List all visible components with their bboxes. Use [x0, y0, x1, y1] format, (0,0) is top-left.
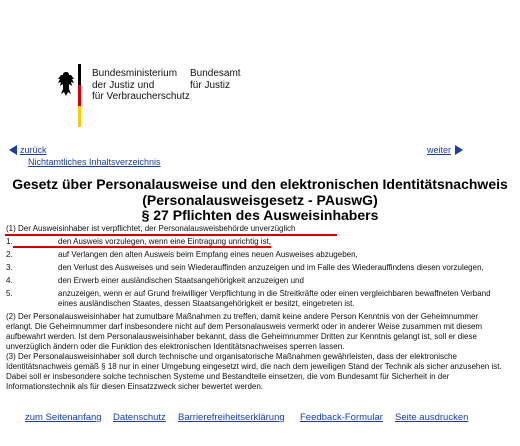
footer-link-print[interactable]: Seite ausdrucken [395, 412, 469, 423]
arrow-left-icon[interactable] [9, 145, 17, 155]
footer-link-privacy[interactable]: Datenschutz [113, 412, 166, 423]
office-name-line: Bundesamt [190, 68, 241, 79]
list-item [6, 250, 506, 260]
list-item-number: 3. [6, 263, 13, 272]
footer-link-top[interactable]: zum Seitenanfang [25, 412, 102, 423]
list-item-text: den Ausweis vorzulegen, wenn eine Eintragung unrichtig ist, [58, 237, 272, 246]
list-item-number: 4. [6, 276, 13, 285]
list-item-text: den Verlust des Ausweises und sein Wiederauffinden anzuzeigen und im Falle des Wiederauffindens diesen vorzulegen, [58, 263, 484, 272]
federal-eagle-icon [56, 70, 76, 98]
paragraph-2: (2) Der Personalausweisinhaber hat zumutbare Maßnahmen zu treffen, damit keine andere Person Kenntnis von der Geheimnummer erlangt. Die Geheimnummer darf insbesondere nicht auf dem Personalausweis vermerkt oder in anderer Weise zusammen mit diesem aufbewahrt werden. Ist dem Personalausweisinhaber bekannt, dass die Geheimnummer Dritten zur Kenntnis gelangt ist, soll er diese unverzüglich ändern oder die Funktion des elektronischen Identitätsnachweises sperren lassen. [6, 312, 483, 351]
ministry-name [92, 68, 190, 103]
list-item-number: 1. [6, 237, 13, 246]
german-flag-bar [78, 64, 81, 127]
office-name [190, 68, 241, 91]
flag-stripe-gold [78, 106, 81, 127]
red-underline-annotation [13, 246, 271, 248]
arrow-right-icon[interactable] [455, 145, 463, 155]
flag-stripe-black [78, 64, 81, 85]
law-title: Gesetz über Personalausweise und den elektronischen Identitätsnachweis [12, 176, 508, 192]
paragraph-1: (1) Der Ausweisinhaber ist verpflichtet, der Personalausweisbehörde unverzüglich [6, 224, 296, 233]
toc-link[interactable]: Nichtamtliches Inhaltsverzeichnis [28, 157, 161, 167]
back-link[interactable]: zurück [20, 145, 47, 155]
list-item [6, 289, 506, 309]
list-item-number: 2. [6, 250, 13, 259]
ministry-name-line: Bundesministerium [92, 68, 178, 79]
law-short-title: (Personalausweisgesetz - PAuswG) [142, 192, 378, 208]
list-item-text: auf Verlangen den alten Ausweis beim Empfang eines neuen Ausweises abzugeben, [58, 250, 358, 259]
ministry-name-line: der Justiz und [92, 79, 155, 91]
list-item [6, 263, 506, 273]
office-name-line: für Justiz [190, 79, 231, 91]
ministry-name-line: für Verbraucherschutz [92, 91, 190, 102]
list-item-text: anzuzeigen, wenn er auf Grund freiwilliger Verpflichtung in die Streitkräfte oder einen vergleichbaren bewaffneten Verband eines ausländischen Staates, dessen Staatsangehörigkeit er besitzt, eingetreten ist. [58, 289, 491, 308]
red-underline-annotation [5, 234, 337, 236]
section-body [6, 224, 506, 392]
list-item-text: den Erwerb einer ausländischen Staatsangehörigkeit anzuzeigen und [58, 276, 304, 285]
list-item [6, 276, 506, 286]
list-item-number: 5. [6, 289, 13, 298]
next-link[interactable]: weiter [427, 145, 452, 155]
footer-link-accessibility[interactable]: Barrierefreiheitserklärung [178, 412, 285, 423]
footer-link-feedback[interactable]: Feedback-Formular [300, 412, 383, 423]
section-title: § 27 Pflichten des Ausweisinhabers [141, 207, 379, 223]
site-header [0, 0, 520, 140]
flag-stripe-red [78, 85, 81, 106]
paragraph-3: (3) Der Personalausweisinhaber soll durch technische und organisatorische Maßnahmen gewährleisten, dass der elektronische Identitätsnachweis gemäß § 18 nur in einer Umgebung eingesetzt wird, die nach dem jeweiligen Stand der Technik als sicher anzusehen ist. Dabei soll er insbesondere solche technischen Systeme und Bestandteile einsetzen, die vom Bundesamt für Sicherheit in der Informationstechnik als für diesen Einsatzzweck sicher bewertet werden. [6, 352, 502, 391]
